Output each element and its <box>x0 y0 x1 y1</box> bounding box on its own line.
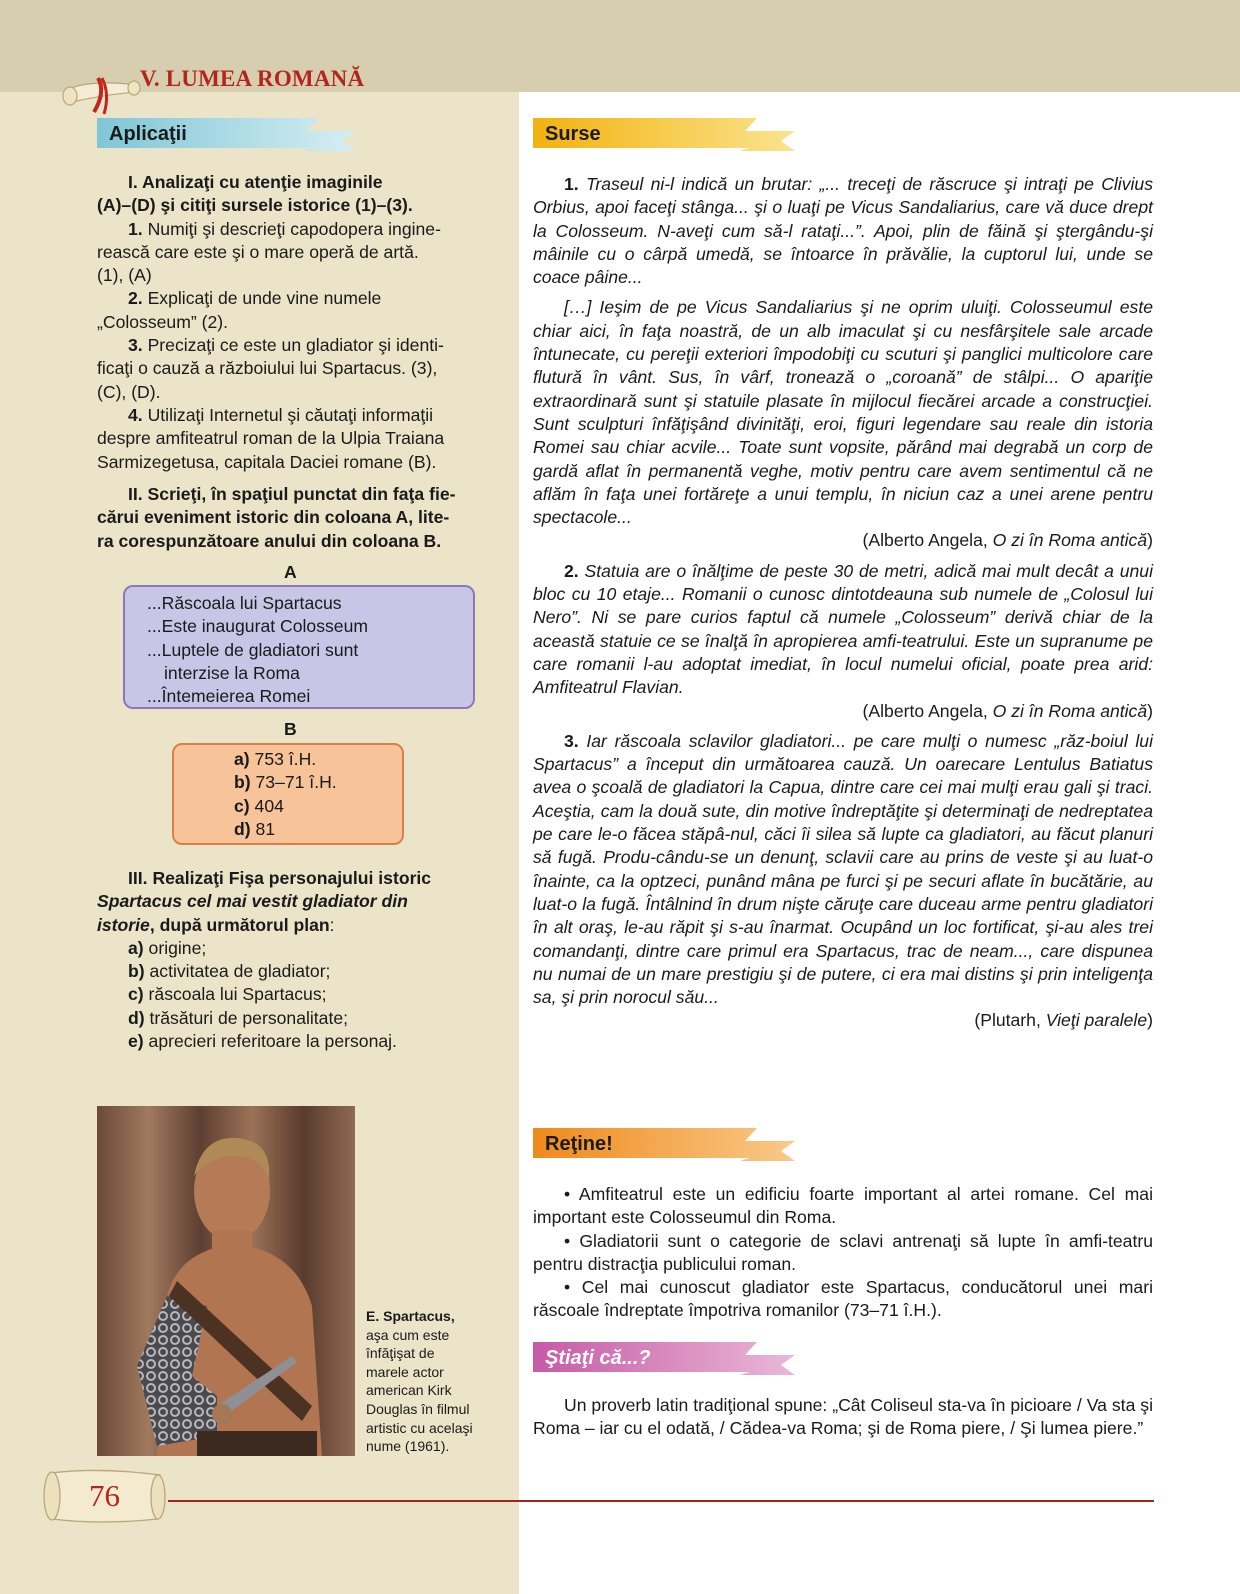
column-a-box <box>123 585 475 709</box>
column-b-item: c) 404 <box>234 795 284 816</box>
sources-text <box>533 173 1153 1033</box>
column-a-label: A <box>284 562 297 582</box>
column-b-item: d) 81 <box>234 818 276 839</box>
source-1-paragraph-2: […] Ieşim de pe Vicus Sandaliarius şi ne oprim uluiţi. Colosseumul este chiar aici, în faţa noastră, de un alb imaculat şi cu nesfârşitele sale arcade întunecate, cu pereţii exteriori împodobiţi cu scuturi şi panglici multicolore care flutură în vânt. Sus, în vârf, tronează o „coroană” de stâlpi... O apariţie extraordinară sunt şi statuile plasate în mijlocul fiecărei arcade a construcţiei. Sunt sculpturi înfăţişând divinităţi, eroi, figuri legendare sau reale din istoria Romei sau chiar acvile... Toate sunt vopsite, părând mai degrabă un corp de gardă aflat în permanentă veghe, motiv pentru care avem sentimentul că ne aflăm în faţa unei fortăreţe a unui templu, în niciun caz a unei arene pentru spectacole... <box>533 297 1153 528</box>
column-a-item: ...Este inaugurat Colosseum <box>147 616 369 637</box>
stiati-title: Ştiaţi că...? <box>545 1347 651 1369</box>
exercise-III: III. Realizaţi Fişa personajului istoric Spartacus cel mai vestit gladiator din istorie, după următorul plan: a) origine; b) activitatea de gladiator; c) răscoala lui Spartacus; d) trăsături de personalitate; e) aprecieri referitoare la personaj. <box>97 867 507 1053</box>
page-number: 76 <box>89 1478 120 1513</box>
column-a-item: ...Răscoala lui Spartacus <box>147 593 342 613</box>
retine-title: Reţine! <box>545 1133 613 1155</box>
source-2-paragraph: 2. Statuia are o înălţime de peste 30 de metri, adică mai mult decât a unui bloc cu 10 etaje... Romanii o cunosc dintotdeauna sub numele de „Colosul lui Nero”. Ni se pare curios faptul că numele „Colosseum” derivă chiar de la această statuie ce se înalţă în apropierea amfi-teatrului. Este un supranume pe care romanii l-au adoptat imediat, în locul numelui oficial, poate prea arid: Amfiteatrul Flavian. <box>533 560 1153 698</box>
column-b-item: a) 753 î.H. <box>234 749 317 769</box>
column-a-item: ...Luptele de gladiatori sunt <box>147 639 359 660</box>
plan-item: a) origine; <box>128 937 207 958</box>
source-1-citation: (Alberto Angela, O zi în Roma antică) <box>862 530 1153 551</box>
plan-item: e) aprecieri referitoare la personaj. <box>128 1031 397 1052</box>
spartacus-photo <box>97 1106 355 1456</box>
plan-item: c) răscoala lui Spartacus; <box>128 984 327 1005</box>
retine-item: • Gladiatorii sunt o categorie de sclavi antrenaţi să lupte în amfi-teatru pentru distracţia publicului roman. <box>533 1230 1153 1274</box>
aplicatii-title: Aplicaţii <box>109 123 187 145</box>
stiati-ribbon <box>533 1342 795 1376</box>
retine-item: • Cel mai cunoscut gladiator este Spartacus, conducătorul unei mari răscoale îndreptate împotriva romanilor (73–71 î.H.). <box>533 1277 1153 1321</box>
surse-ribbon <box>533 118 795 152</box>
column-a-item: ...Întemeierea Romei <box>147 686 311 707</box>
source-3-paragraph: 3. Iar răscoala sclavilor gladiatori... pe care mulţi o numesc „răz-boiul lui Spartacus” a început din următoarea cauză. Un oarecare Lentulus Batiatus avea o şcoală de gladiatori la Capua, dintre care cei mai mulţi erau gali şi traci. Aceştia, cam la două sute, din motive îndreptăţite şi determinaţi de nedreptatea pe care le-o făcea stăpâ-nul, căci îi silea să lupte ca gladiatori, au făcut planuri să fugă. Produ-cându-se un denunţ, sclavii care au prins de veste şi au luat-o înainte, ca la optzeci, punând mâna pe furci şi pe securi aflate în bucătărie, au luat-o la fugă. Întâlnind în drum nişte căruţe care duceau arme pentru gladiatori în alt oraş, le-au răpit şi s-au înarmat. Ocupând un loc fortificat, şi-au ales trei comandanţi, dintre care primul era Spartacus, trac de neam..., care dispunea nu numai de un mare prestigiu şi de putere, ci era mai distins şi prin inteligenţa sa, şi prin norocul său... <box>533 730 1153 1008</box>
retine-ribbon <box>533 1128 795 1162</box>
photo-caption: E. Spartacus, aşa cum este înfăţişat de marele actor american Kirk Douglas în filmul artistic cu acelaşi nume (1961). <box>366 1308 473 1455</box>
stiati-text: Un proverb latin tradiţional spune: „Cât Coliseul sta-va în picioare / Va sta şi Roma – iar cu el odată, / Cădea-va Roma; şi de Roma piere, / Şi lumea piere.” <box>533 1395 1153 1439</box>
plan-item: d) trăsături de personalitate; <box>128 1007 349 1028</box>
source-1-paragraph: 1. Traseul ni-l indică un brutar: „... treceţi de răscruce şi intraţi pe Clivius Orbius, apoi faceţi stânga... şi o luaţi pe Vicus Sandaliarius, care vă duce drept la Colosseum. N-aveţi cum să-l rataţi...”. Apoi, plin de făină şi ştergându-şi mâinile cu o cârpă umedă, se întoarce în prăvălie, la cuptorul lui, unde se coace pâine... <box>533 174 1153 288</box>
plan-item: b) activitatea de gladiator; <box>128 961 331 982</box>
column-a-item: interzise la Roma <box>164 662 300 683</box>
column-b-box <box>172 743 404 845</box>
column-b-label: B <box>284 719 297 739</box>
footer-rule <box>168 1500 1154 1502</box>
source-3-citation: (Plutarh, Vieţi paralele) <box>974 1010 1153 1031</box>
column-b-item: b) 73–71 î.H. <box>234 772 337 793</box>
parchment-scroll-icon <box>58 72 146 118</box>
exercise-I: I. Analizaţi cu atenţie imaginile (A)–(D) şi citiţi sursele istorice (1)–(3). 1. Numiţi şi descrieţi capodopera ingine- rească care este şi o mare operă de artă. (1), (A) 2. Explicaţi de unde vine numele „Colosseum” (2). 3. Precizaţi ce este un gladiator şi identi- ficaţi o cauză a războiului lui Spartacus. (3), (C), (D). 4. Utilizaţi Internetul şi căutaţi informaţii despre amfiteatrul roman de la Ulpia Traiana Sarmizegetusa, capitala Daciei romane (B). <box>97 172 445 472</box>
chapter-title: V. LUMEA ROMANĂ <box>140 66 365 91</box>
exercise-II: II. Scrieţi, în spaţiul punctat din faţa fie- cărui eveniment istoric din coloana A, lite- ra corespunzătoare anului din coloana B. <box>97 484 456 551</box>
retine-text <box>533 1183 1153 1323</box>
retine-item: • Amfiteatrul este un edificiu foarte important al artei romane. Cel mai important este Colosseumul din Roma. <box>533 1184 1153 1228</box>
surse-title: Surse <box>545 123 601 145</box>
source-2-citation: (Alberto Angela, O zi în Roma antică) <box>862 700 1153 721</box>
aplicatii-ribbon <box>97 118 357 152</box>
